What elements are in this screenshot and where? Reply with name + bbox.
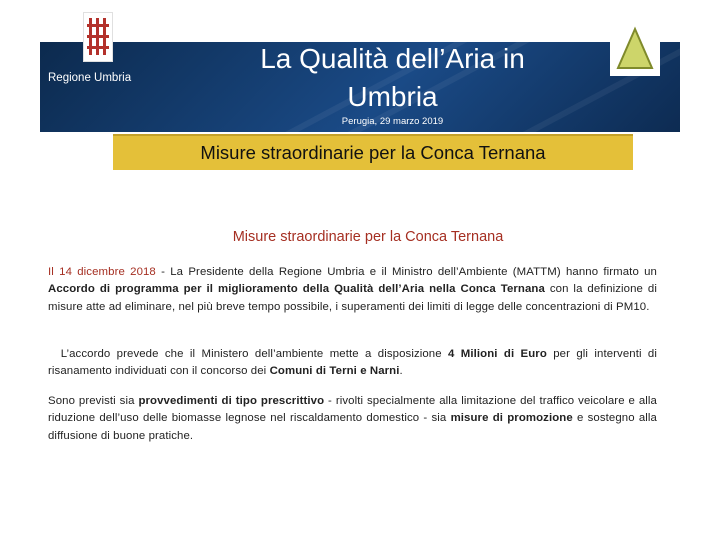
region-name: Regione Umbria — [48, 72, 132, 84]
delta-triangle-icon — [615, 26, 655, 72]
page-title: La Qualità dell’Aria in Umbria — [260, 43, 525, 112]
agreement-date: Il 14 dicembre 2018 — [48, 266, 156, 278]
agreement-name: Accordo di programma per il miglioramento della Qualità dell’Aria nella Conca Ternana — [48, 283, 545, 296]
paragraph-measures: Sono previsti sia provvedimenti di tipo prescrittivo - rivolti specialmente alla limitazione del traffico veicolare e alla riduzione dell’uso delle biomasse legnose nel riscaldamento domestico - sia misure di promozione e sostegno alla diffusione di buone pratiche. — [48, 395, 657, 442]
funding-amount: 4 Milioni di Euro — [448, 348, 547, 360]
section-title: Misure straordinarie per la Conca Ternana — [232, 229, 504, 245]
paragraph-agreement: Il 14 dicembre 2018 - La Presidente della Regione Umbria e il Ministro dell’Ambiente (MATTM) hanno firmato un Accordo di programma per il miglioramento della Qualità dell’Aria nella Conca Ternana con la definizione di misure atte ad eliminare, nel più breve tempo possibile, i superamenti dei limiti di legge delle concentrazioni di PM10. — [48, 266, 657, 313]
title-banner — [113, 134, 633, 170]
regione-umbria-logo-icon — [83, 12, 113, 62]
paragraph-funding: L’accordo prevede che il Ministero dell’ambiente mette a disposizione 4 Milioni di Euro per gli interventi di risanamento individuati con il concorso dei Comuni di Terni e Narni. — [48, 348, 658, 378]
promotion-measures: misure di promozione — [450, 412, 573, 425]
prescriptive-measures: provvedimenti di tipo prescrittivo — [138, 395, 325, 407]
municipalities: Comuni di Terni e Narni — [269, 365, 400, 378]
event-date: Perugia, 29 marzo 2019 — [341, 116, 444, 127]
delta-badge — [610, 22, 660, 76]
banner-text: Misure straordinarie per la Conca Ternana — [200, 142, 546, 163]
